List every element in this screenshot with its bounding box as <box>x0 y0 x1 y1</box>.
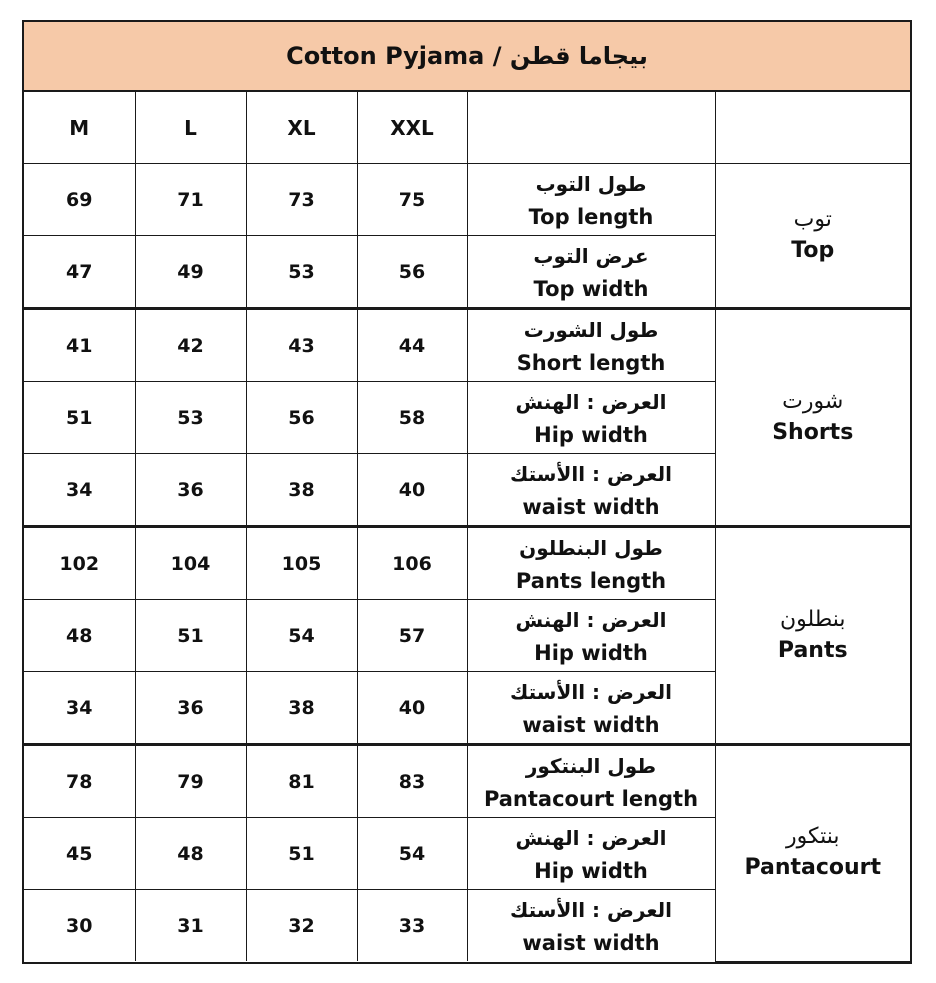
size-value: 79 <box>135 745 246 818</box>
size-value: 56 <box>246 382 357 454</box>
size-value: 78 <box>24 745 135 818</box>
size-value: 31 <box>135 890 246 962</box>
title-english: Cotton Pyjama <box>286 42 485 70</box>
size-value: 54 <box>246 600 357 672</box>
size-value: 56 <box>357 236 467 309</box>
table-row <box>24 527 910 600</box>
size-value: 51 <box>24 382 135 454</box>
size-value: 30 <box>24 890 135 962</box>
size-value: 41 <box>24 309 135 382</box>
size-value: 44 <box>357 309 467 382</box>
measure-header <box>467 92 715 164</box>
measurement-label <box>467 236 715 309</box>
size-value: 58 <box>357 382 467 454</box>
measurement-label <box>467 890 715 962</box>
category-label-arabic: توب <box>793 206 832 232</box>
size-header-m: M <box>24 92 135 164</box>
category-cell <box>715 309 910 527</box>
size-value: 45 <box>24 818 135 890</box>
size-header-l: L <box>135 92 246 164</box>
measurement-label-english: waist width <box>522 494 660 519</box>
category-label-arabic: بنتكور <box>785 824 840 850</box>
header-row <box>24 92 910 164</box>
title-arabic: بيجاما قطن <box>509 42 648 70</box>
size-value: 51 <box>246 818 357 890</box>
table-row <box>24 309 910 382</box>
measurement-label <box>467 600 715 672</box>
size-value: 106 <box>357 527 467 600</box>
measurement-label <box>467 382 715 454</box>
measurement-label <box>467 164 715 236</box>
measurement-label-arabic: عرض التوب <box>533 243 649 268</box>
measurement-label-arabic: طول البنطلون <box>519 535 663 560</box>
size-value: 53 <box>246 236 357 309</box>
size-value: 34 <box>24 454 135 527</box>
size-value: 104 <box>135 527 246 600</box>
measurement-label-english: Hip width <box>534 422 648 447</box>
measurement-label-english: Hip width <box>534 640 648 665</box>
size-value: 48 <box>135 818 246 890</box>
size-value: 47 <box>24 236 135 309</box>
size-header-xxl: XXL <box>357 92 467 164</box>
measurement-label-english: waist width <box>522 712 660 737</box>
size-table <box>24 92 910 962</box>
size-value: 57 <box>357 600 467 672</box>
category-label-english: Pantacourt <box>744 855 882 881</box>
category-label-english: Shorts <box>772 419 854 445</box>
table-row <box>24 164 910 236</box>
measurement-label-arabic: العرض : الهنش <box>515 607 667 632</box>
size-value: 32 <box>246 890 357 962</box>
size-value: 75 <box>357 164 467 236</box>
size-value: 48 <box>24 600 135 672</box>
category-cell <box>715 745 910 962</box>
measurement-label-english: Top width <box>533 276 649 301</box>
size-value: 83 <box>357 745 467 818</box>
measurement-label-english: waist width <box>522 930 660 955</box>
size-value: 105 <box>246 527 357 600</box>
chart-title <box>24 22 910 92</box>
category-cell <box>715 527 910 745</box>
size-value: 38 <box>246 454 357 527</box>
size-value: 43 <box>246 309 357 382</box>
size-value: 49 <box>135 236 246 309</box>
table-row <box>24 745 910 818</box>
measurement-label <box>467 527 715 600</box>
measurement-label <box>467 672 715 745</box>
size-header-xl: XL <box>246 92 357 164</box>
measurement-label-english: Hip width <box>534 858 648 883</box>
size-value: 102 <box>24 527 135 600</box>
size-value: 40 <box>357 672 467 745</box>
measurement-label-english: Pants length <box>515 568 667 593</box>
category-header <box>715 92 910 164</box>
measurement-label-arabic: العرض : الهنش <box>515 389 667 414</box>
size-value: 36 <box>135 672 246 745</box>
measurement-label-arabic: طول الشورت <box>523 317 659 342</box>
measurement-label-english: Pantacourt length <box>483 786 699 811</box>
measurement-label-arabic: العرض : االأستك <box>510 461 672 486</box>
measurement-label <box>467 454 715 527</box>
category-label-arabic: بنطلون <box>779 606 846 632</box>
size-value: 73 <box>246 164 357 236</box>
size-value: 53 <box>135 382 246 454</box>
measurement-label-arabic: العرض : االأستك <box>510 897 672 922</box>
title-separator: / <box>484 42 510 70</box>
measurement-label-arabic: طول البنتكور <box>525 753 657 778</box>
measurement-label-english: Short length <box>516 350 666 375</box>
size-value: 81 <box>246 745 357 818</box>
measurement-label-arabic: العرض : الهنش <box>515 825 667 850</box>
size-value: 54 <box>357 818 467 890</box>
size-value: 33 <box>357 890 467 962</box>
measurement-label <box>467 818 715 890</box>
size-value: 36 <box>135 454 246 527</box>
size-value: 38 <box>246 672 357 745</box>
measurement-label <box>467 745 715 818</box>
category-label-english: Pants <box>777 637 848 663</box>
size-value: 34 <box>24 672 135 745</box>
category-cell <box>715 164 910 309</box>
size-value: 51 <box>135 600 246 672</box>
size-chart <box>22 20 912 964</box>
size-value: 69 <box>24 164 135 236</box>
category-label-english: Top <box>791 237 835 263</box>
size-value: 40 <box>357 454 467 527</box>
category-label-arabic: شورت <box>782 388 844 414</box>
measurement-label <box>467 309 715 382</box>
measurement-label-arabic: طول التوب <box>535 171 647 196</box>
measurement-label-english: Top length <box>528 204 654 229</box>
measurement-label-arabic: العرض : االأستك <box>510 679 672 704</box>
size-value: 71 <box>135 164 246 236</box>
size-value: 42 <box>135 309 246 382</box>
